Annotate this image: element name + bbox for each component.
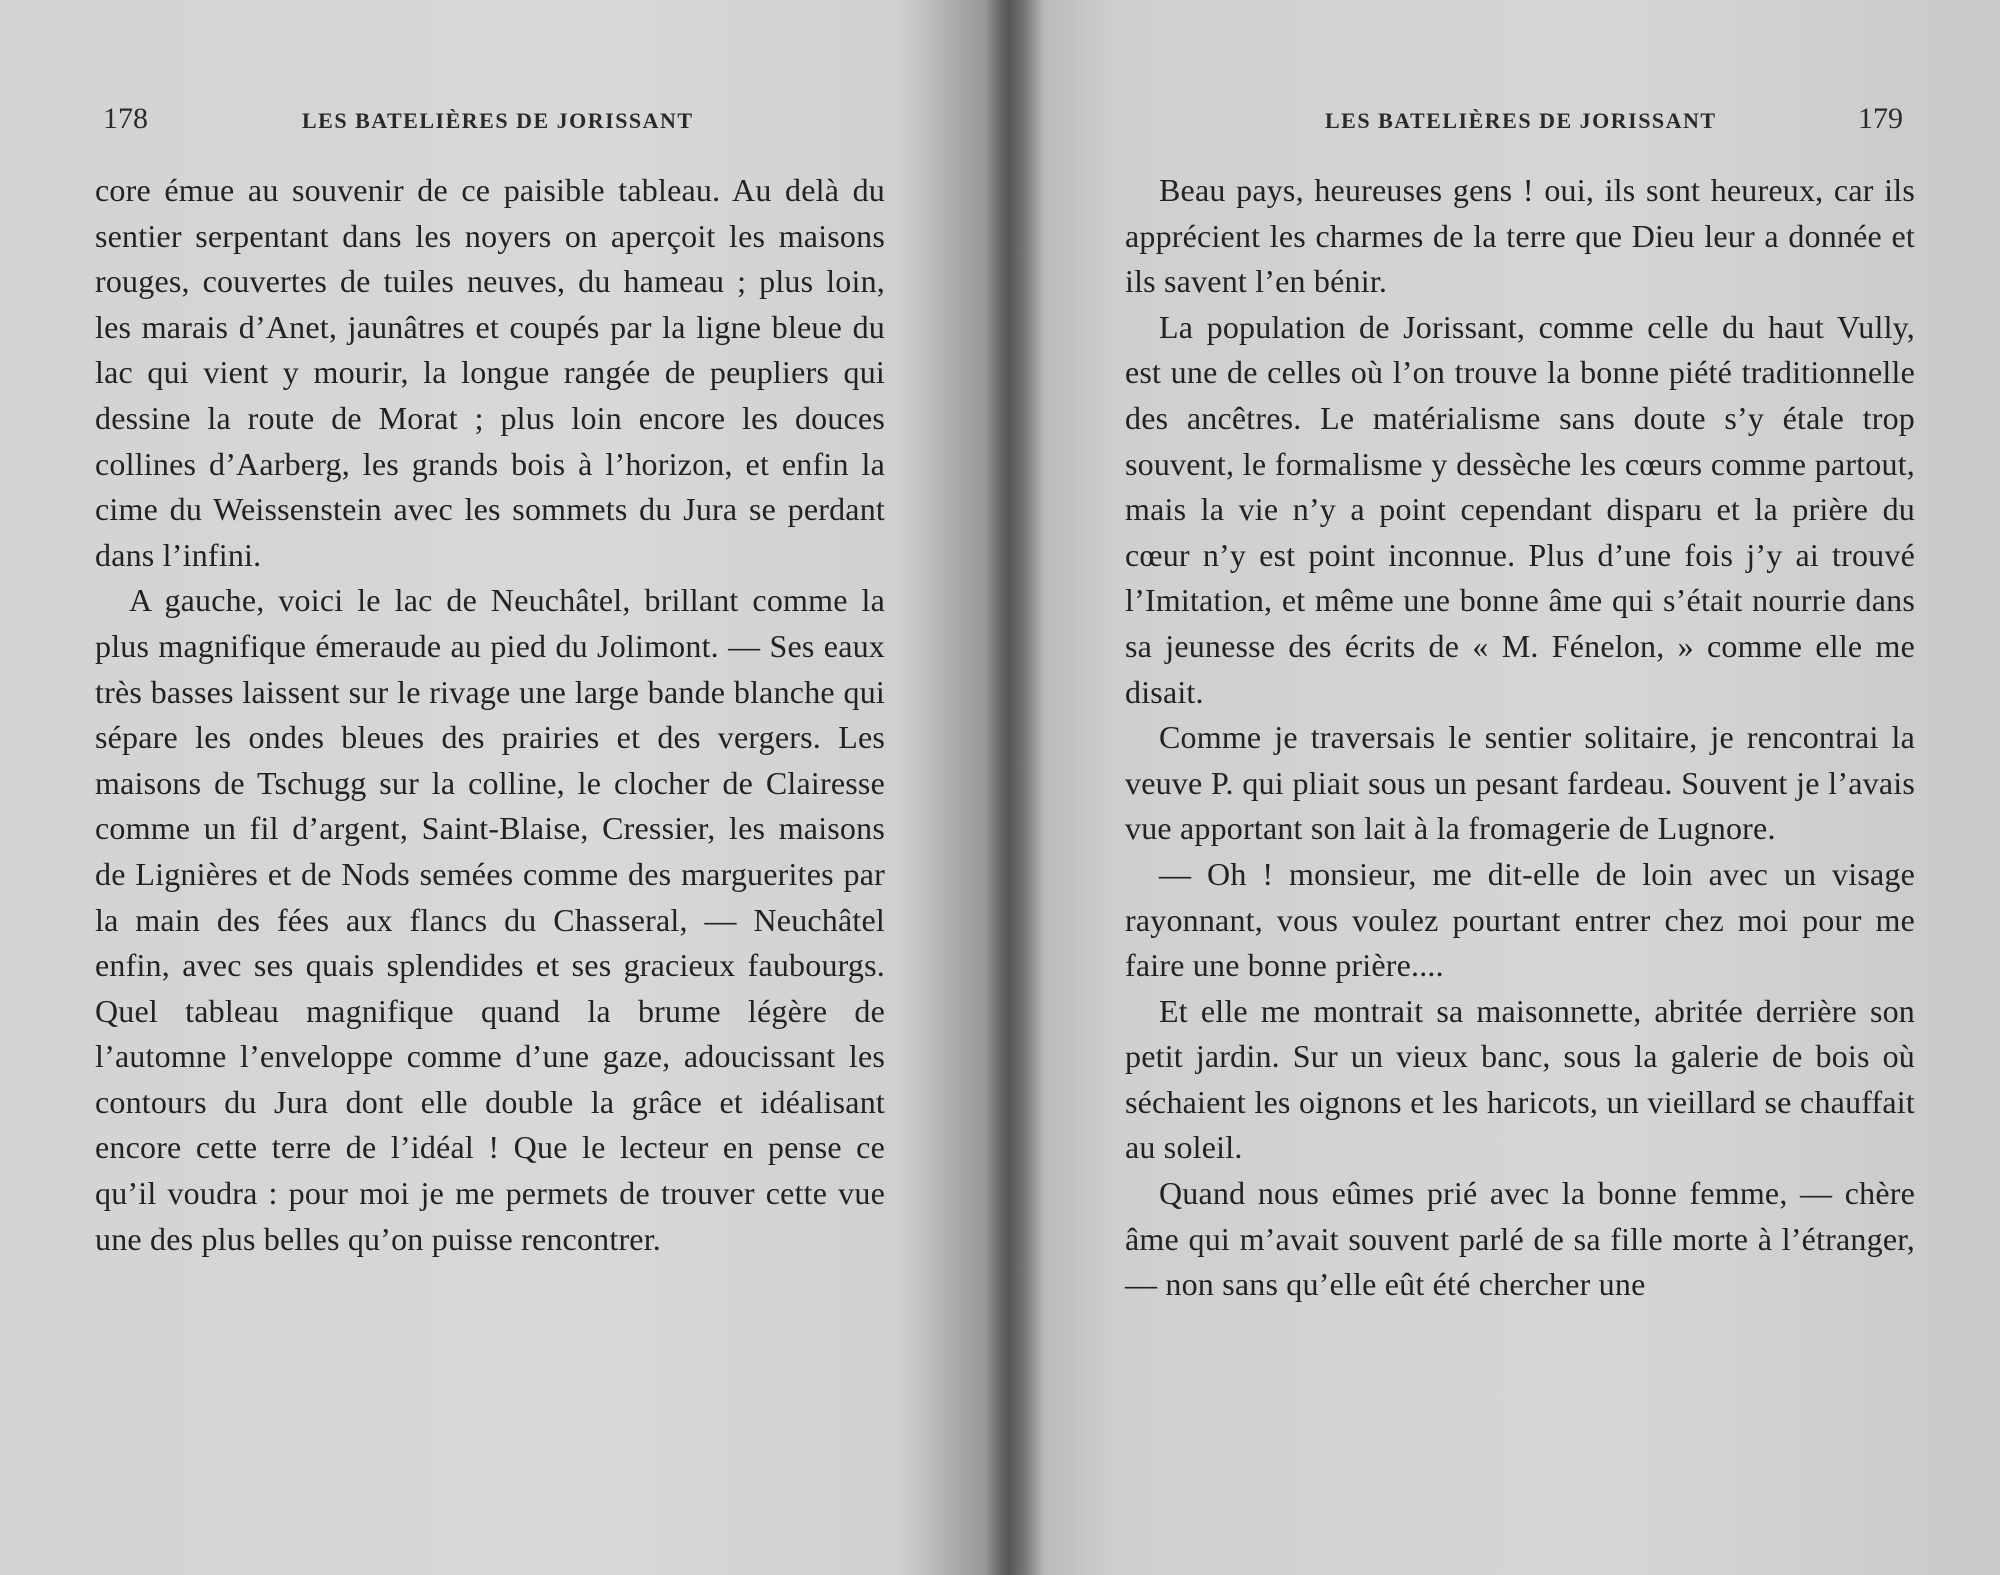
paragraph: — Oh ! monsieur, me dit-elle de loin avec un visage rayonnant, vous voulez pourtant entrer chez moi pour me faire une bonne prière.... — [1125, 855, 1915, 984]
paragraph: Beau pays, heureuses gens ! oui, ils sont heureux, car ils apprécient les charmes de la terre que Dieu leur a donnée et ils savent l’en bénir. — [1125, 172, 1915, 300]
paragraph: Et elle me montrait sa maisonnette, abritée derrière son petit jardin. Sur un vieux banc, sous la galerie de bois où séchaient les oignons et les haricots, un vieillard se chauffait au soleil. — [1125, 992, 1915, 1166]
paragraph: A gauche, voici le lac de Neuchâtel, brillant comme la plus magnifique émeraude au pied du Jolimont. — Ses eaux très basses laissent sur le rivage une large bande blanche qui sépare les ondes bleues des prairies et des vergers. Les maisons de Tschugg sur la colline, le clocher de Clairesse comme un fil d’argent, Saint-Blaise, Cressier, les maisons de Lignières et de Nods semées comme des marguerites par la main des fées aux flancs du Chasseral, — Neuchâtel enfin, avec ses quais splendides et ses gracieux faubourgs. Quel tableau magnifique quand la brume légère de l’automne l’enveloppe comme d’une gaze, adoucissant les contours du Jura dont elle double la grâce et idéalisant encore cette terre de l’idéal ! Que le lecteur en pense ce qu’il voudra : pour moi je me permets de trouver cette vue une des plus belles qu’on puisse rencontrer. — [95, 582, 885, 1257]
right-page — [1010, 0, 2000, 1575]
page-body — [1125, 168, 1915, 1308]
page-body — [95, 168, 885, 1262]
paragraph: La population de Jorissant, comme celle du haut Vully, est une de celles où l’on trouve la bonne piété traditionnelle des ancêtres. Le matérialisme sans doute s’y étale trop souvent, le formalisme y dessèche les cœurs comme partout, mais la vie n’y a point cependant disparu et la prière du cœur n’y est point inconnue. Plus d’une fois j’y ai trouvé l’Imitation, et même une bonne âme qui s’était nourrie dans sa jeunesse des écrits de « M. Fénelon, » comme elle me disait. — [1125, 308, 1915, 710]
paragraph: Comme je traversais le sentier solitaire, je rencontrai la veuve P. qui pliait sous un pesant fardeau. Souvent je l’avais vue apportant son lait à la fromagerie de Lugnore. — [1125, 719, 1915, 847]
running-head: LES BATELIÈRES DE JORISSANT — [302, 108, 694, 133]
page-number: 179 — [1858, 102, 1903, 135]
paragraph: Quand nous eûmes prié avec la bonne femme, — chère âme qui m’avait souvent parlé de sa fille morte à l’étranger, — non sans qu’elle eût été chercher une — [1125, 1175, 1915, 1303]
left-page — [0, 0, 990, 1575]
running-head: LES BATELIÈRES DE JORISSANT — [1325, 108, 1717, 133]
page-number: 178 — [103, 102, 148, 135]
paragraph: core émue au souvenir de ce paisible tableau. Au delà du sentier serpentant dans les noyers on aperçoit les maisons rouges, couvertes de tuiles neuves, du hameau ; plus loin, les marais d’Anet, jaunâtres et coupés par la ligne bleue du lac qui vient y mourir, la longue rangée de peupliers qui dessine la route de Morat ; plus loin encore les douces collines d’Aarberg, les grands bois à l’horizon, et enfin la cime du Weissenstein avec les sommets du Jura se perdant dans l’infini. — [95, 172, 885, 573]
